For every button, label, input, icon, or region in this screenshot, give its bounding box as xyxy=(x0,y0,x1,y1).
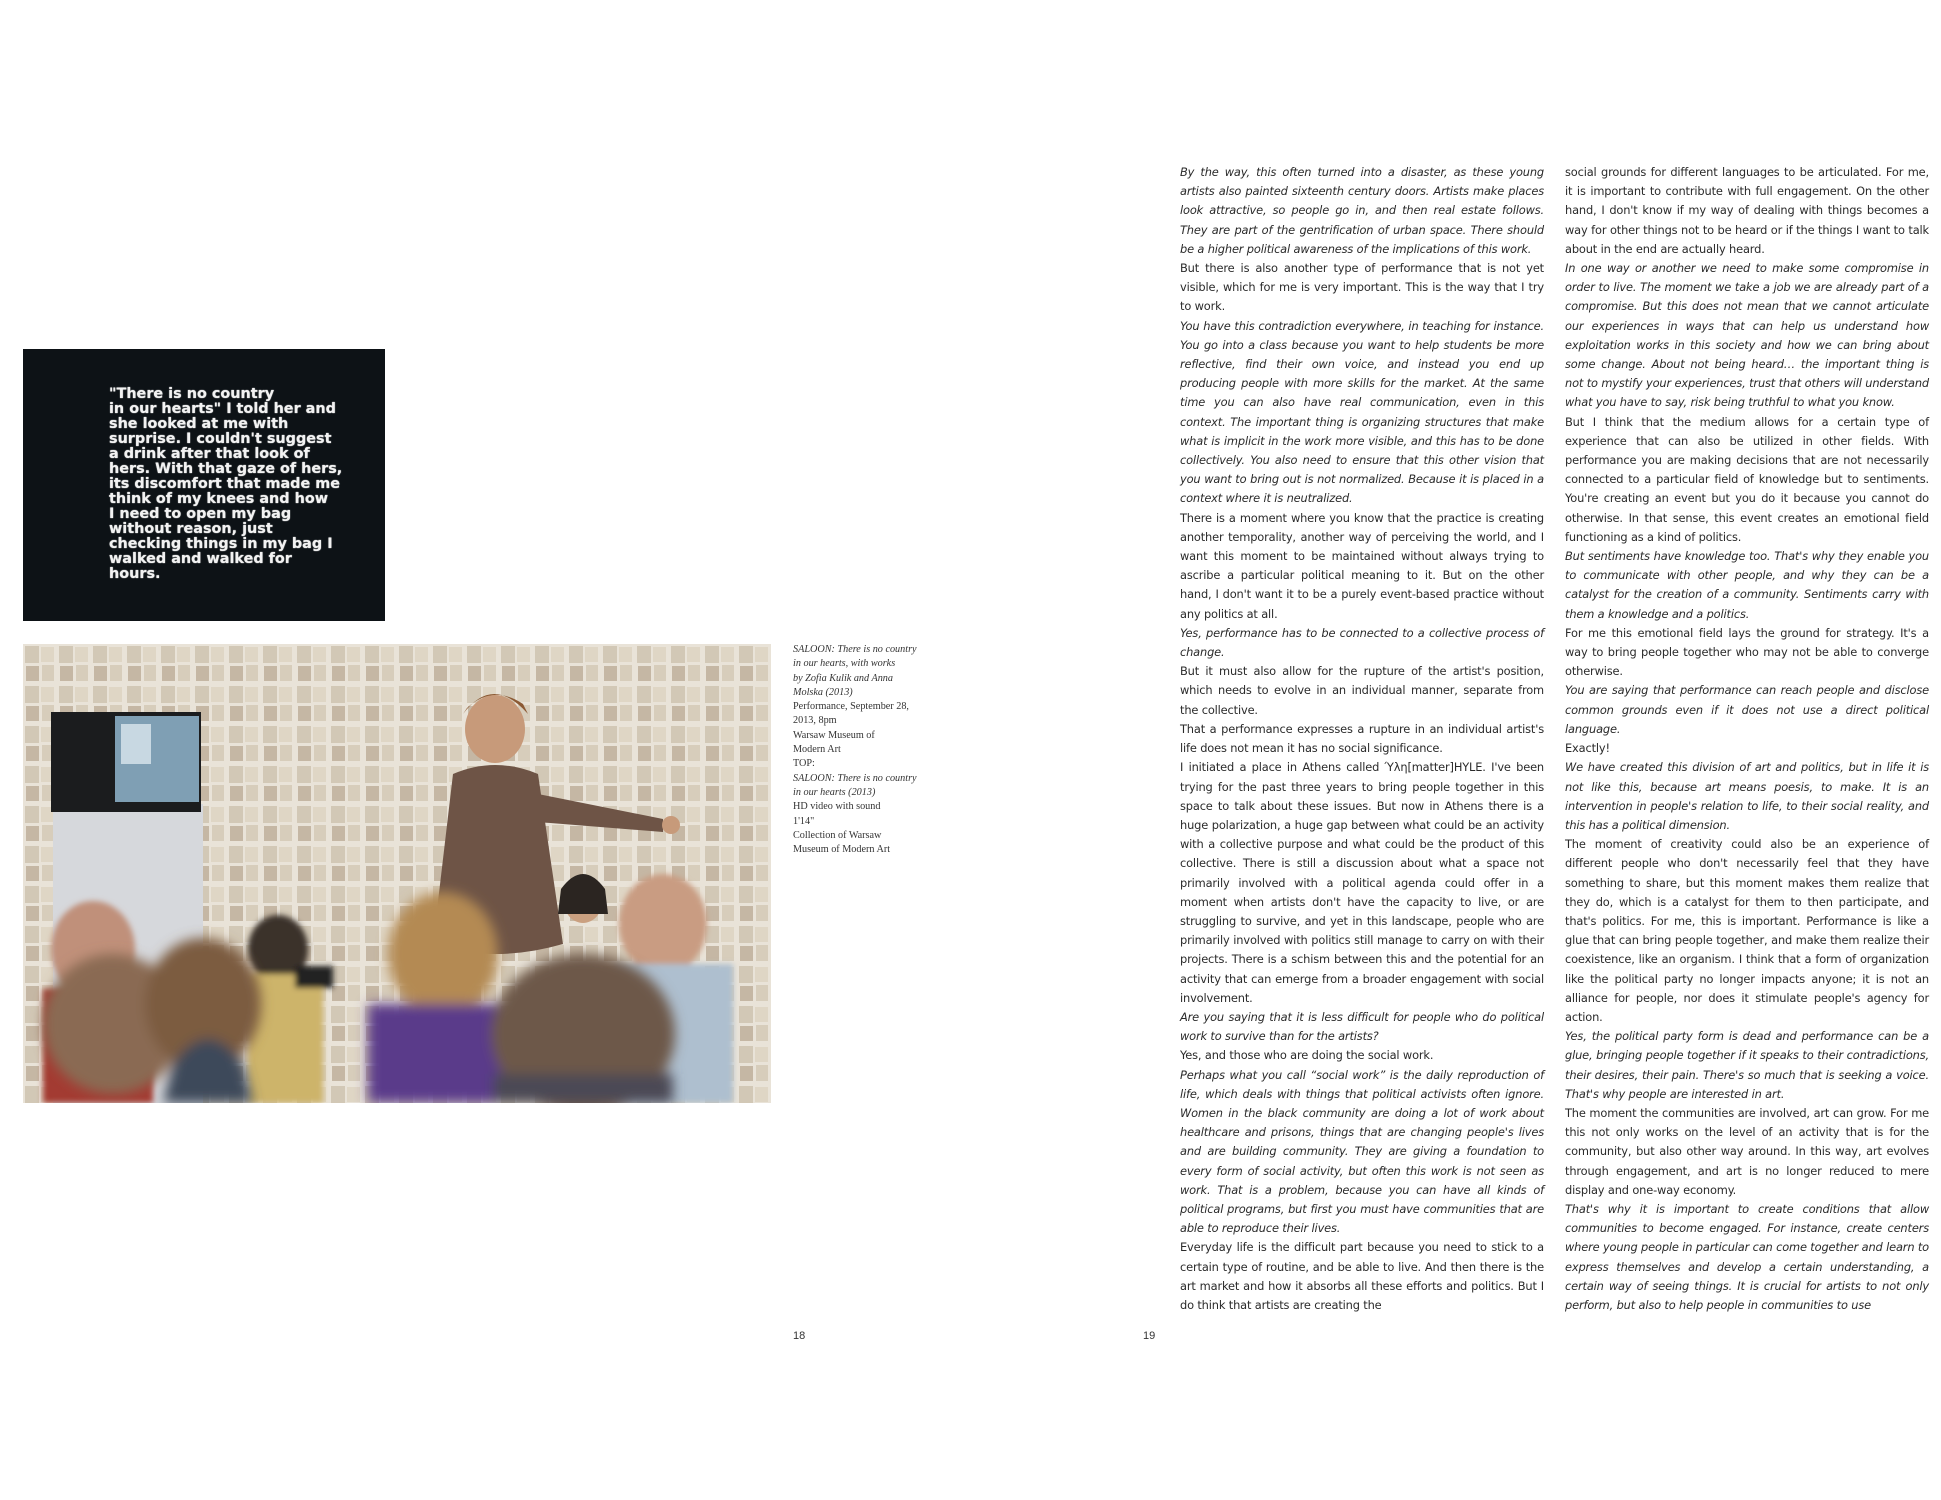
interview-question: But sentiments have knowledge too. That's why they enable you to communicate with other people, and why they can be a catalyst for the creation of a community. Sentiments carry with them a knowledge and a politics. xyxy=(1565,549,1929,621)
interview-question: Yes, the political party form is dead and performance can be a glue, bringing people together if it speaks to their contradictions, their desires, their pain. There's so much that is seeking a voice. That's why people are interested in art. xyxy=(1565,1029,1929,1101)
interview-answer: But it must also allow for the rupture of the artist's position, which needs to evolve in an individual manner, separate from the collective. xyxy=(1180,664,1544,717)
performance-photo-illustration xyxy=(23,644,771,1103)
interview-answer: Everyday life is the difficult part because you need to stick to a certain type of routine, and be able to live. And then there is the art market and how it absorbs all these efforts and politics. But I do think that artists are creating the xyxy=(1180,1240,1544,1312)
caption-line: TOP: xyxy=(793,758,815,770)
interview-answer: The moment of creativity could also be an experience of different people who don't necessarily feel that they have something to share, but this moment makes them realize that they do, which is a catalyst for them to then participate, and that's politics. For me, this is important. Performance is like a glue that can bring people together, and make them realize their coexistence, like an organism. I think that a form of organization like the political party no longer impacts anyone; it is not an alliance for people, nor does it stimulate people's agency for action. xyxy=(1565,837,1929,1024)
interview-question: Are you saying that it is less difficult for people who do political work to survive than for the artists? xyxy=(1180,1009,1544,1044)
interview-answer: But there is also another type of performance that is not yet visible, which for me is very important. This is the way that I try to work. xyxy=(1180,261,1544,314)
interview-answer: That a performance expresses a rupture in an individual artist's life does not mean it has no social significance. xyxy=(1180,721,1544,756)
caption-line: by Zofia Kulik and Anna xyxy=(793,672,893,684)
interview-answer: Exactly! xyxy=(1565,741,1610,756)
video-still-image xyxy=(23,349,385,621)
caption-line: in our hearts, with works xyxy=(793,658,896,670)
caption-line: Collection of Warsaw xyxy=(793,829,882,841)
interview-answer: Yes, and those who are doing the social work. xyxy=(1180,1048,1434,1063)
caption-line: Modern Art xyxy=(793,744,841,756)
video-still-text: "There is no country in our hearts" I told her and she looked at me with surprise. I couldn't suggest a drink after that look of hers. With that gaze of hers, its discomfort that made me think of my knees and how I need to open my bag without reason, just checking things in my bag I walked and walked for hours. xyxy=(109,386,343,582)
interview-answer: There is a moment where you know that the practice is creating another temporality, another way of perceiving the world, and I want this moment to be maintained without always trying to ascribe a particular political meaning to it. But on the other hand, I don't want it to be a purely event-based practice without any politics at all. xyxy=(1180,510,1544,621)
interview-question: Perhaps what you call “social work” is the daily reproduction of life, which deals with things that political activists often ignore. Women in the black community are doing a lot of work about healthcare and prisons, things that are changing people's lives and are building community. They are giving a foundation to every form of social activity, but often this work is not seen as work. That is a problem, because you can have all kinds of political programs, but first you must have communities that are able to reproduce their lives. xyxy=(1180,1067,1544,1236)
caption-line: in our hearts (2013) xyxy=(793,786,876,798)
caption-line: SALOON: There is no country xyxy=(793,772,917,784)
interview-answer: The moment the communities are involved, art can grow. For me this not only works on the level of an activity that is for the community, but also other way around. In this way, art evolves through engagement, and art is no longer reduced to mere display and one-way economy. xyxy=(1565,1105,1929,1197)
interview-answer: I initiated a place in Athens called Ύλη[matter]HYLE. I've been trying for the past three years to bring people together in this space to talk about these issues. But now in Athens there is a huge polarization, a huge gap between what could be an activity with a collective purpose and what could be the product of this collective. There is still a discussion about what a space not primarily involved with a political agenda could offer in a moment when artists don't have the capacity to live, or are struggling to survive, and yet in this landscape, people who are primarily involved with politics still manage to carry on with their projects. There is a schism between this and the potential for an activity that can emerge from a broader engagement with social involvement. xyxy=(1180,760,1544,1005)
caption-line: SALOON: There is no country xyxy=(793,644,917,655)
interview-question: That's why it is important to create conditions that allow communities to become engaged. For instance, create centers where young people in particular can come together and learn to express themselves and develop a certain understanding, a certain way of seeing things. It is crucial for artists to not only perform, but also to help people in communities to use xyxy=(1565,1201,1929,1312)
interview-question: By the way, this often turned into a disaster, as these young artists also painted sixteenth century doors. Artists make places look attractive, so people go in, and then real estate follows. They are part of the gentrification of urban space. There should be a higher political awareness of the implications of this work. xyxy=(1180,165,1544,256)
interview-answer: social grounds for different languages to be articulated. For me, it is important to contribute with full engagement. On the other hand, I don't know if my way of dealing with things becomes a way for other things not to be heard or if the things I want to talk about in the end are actually heard. xyxy=(1565,165,1929,256)
text-column-left xyxy=(1180,163,1544,1315)
page-number-right: 19 xyxy=(1143,1330,1156,1342)
caption-line: Museum of Modern Art xyxy=(793,844,891,856)
caption-line: Molska (2013) xyxy=(793,686,853,698)
interview-question: You are saying that performance can reach people and disclose common grounds even if it does not use a direct political language. xyxy=(1565,683,1929,736)
interview-answer: But I think that the medium allows for a certain type of experience that can also be utilized in other fields. With performance you are making decisions that are not necessarily connected to a particular field of knowledge but to sentiments. You're creating an event but you do it because you cannot do otherwise. In that sense, this event creates an emotional field functioning as a kind of politics. xyxy=(1565,414,1929,544)
photo-caption xyxy=(793,643,933,857)
caption-line: 2013, 8pm xyxy=(793,715,837,727)
interview-question: In one way or another we need to make some compromise in order to live. The moment we take a job we are already part of a compromise. But this does not mean that we cannot articulate our experiences in ways that can help us understand how exploitation works in this society and how we can bring about some change. About not being heard… the important thing is not to mystify your experiences, trust that others will understand what you have to say, risk being truthful to what you know. xyxy=(1565,261,1929,410)
caption-line: Performance, September 28, xyxy=(793,701,909,713)
caption-line: 1'14" xyxy=(793,815,815,827)
text-column-right xyxy=(1565,163,1929,1315)
interview-question: You have this contradiction everywhere, in teaching for instance. You go into a class because you want to help students be more reflective, find their own voice, and instead you end up producing people with more skills for the market. At the same time you can also have real communication, even in this context. The important thing is organizing structures that make what is implicit in the work more visible, and this has to be done collectively. You also need to ensure that this other vision that you want to bring out is not normalized. Because it is placed in a context where it is neutralized. xyxy=(1180,318,1544,506)
interview-answer: For me this emotional field lays the ground for strategy. It's a way to bring people together who may not be able to converge otherwise. xyxy=(1565,625,1929,679)
performance-photo xyxy=(23,644,771,1103)
caption-line: Warsaw Museum of xyxy=(793,729,875,741)
caption-line: HD video with sound xyxy=(793,801,881,813)
interview-question: We have created this division of art and politics, but in life it is not like this, because art means poesis, to make. It is an intervention in people's relation to life, to their social reality, and this has a political dimension. xyxy=(1565,760,1929,832)
page-number-left: 18 xyxy=(793,1330,806,1342)
interview-question: Yes, performance has to be connected to a collective process of change. xyxy=(1180,625,1544,660)
